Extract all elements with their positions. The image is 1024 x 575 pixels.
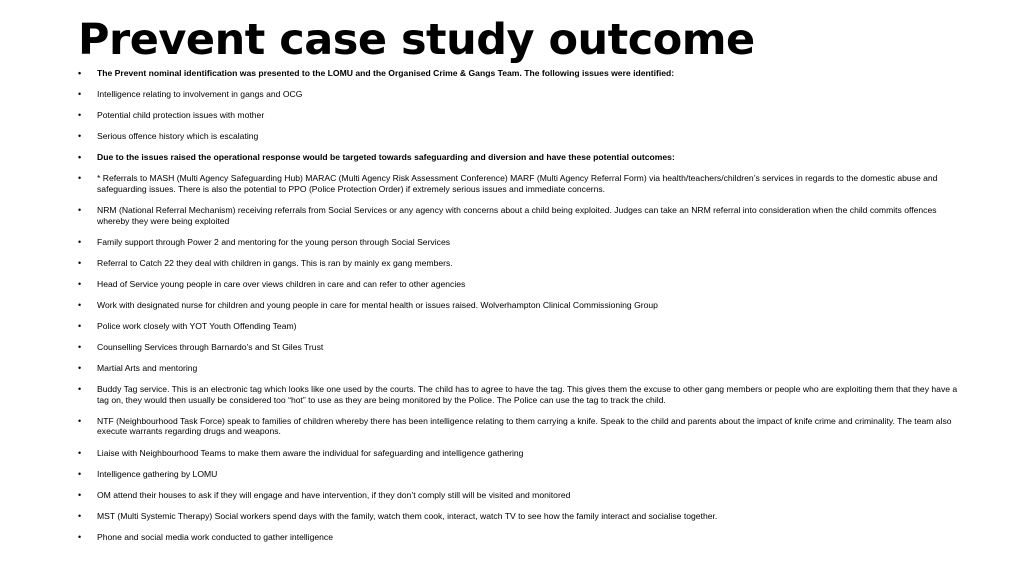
bullet-item: • Intelligence gathering by LOMU bbox=[78, 469, 958, 480]
bullet-item: • NTF (Neighbourhood Task Force) speak to families of children whereby there has been intelligence relating to them carrying a knife. Speak to the child and parents about the impact of knife crime and criminality. The team also execute warrants regarding drugs and weapons. bbox=[78, 416, 958, 437]
bullet-item: • Martial Arts and mentoring bbox=[78, 363, 958, 374]
bullet-item: • MST (Multi Systemic Therapy) Social workers spend days with the family, watch them cook, interact, watch TV to see how the family interact and socialise together. bbox=[78, 511, 958, 522]
bullet-item: • Buddy Tag service. This is an electronic tag which looks like one used by the courts. The child has to agree to have the tag. This gives them the excuse to other gang members or people who are exploiting them that they have a tag on, they would then usually be considered too “hot” to use as they are being monitored by the Police. The Police can use the tag to track the child. bbox=[78, 384, 958, 405]
bullet-item: • Intelligence relating to involvement in gangs and OCG bbox=[78, 89, 958, 100]
bullet-list bbox=[78, 68, 958, 553]
bullet-item: • Counselling Services through Barnardo’s and St Giles Trust bbox=[78, 342, 958, 353]
bullet-item: • Family support through Power 2 and mentoring for the young person through Social Services bbox=[78, 237, 958, 248]
bullet-item: • The Prevent nominal identification was presented to the LOMU and the Organised Crime & Gangs Team. The following issues were identified: bbox=[78, 68, 958, 79]
bullet-item: • Liaise with Neighbourhood Teams to make them aware the individual for safeguarding and intelligence gathering bbox=[78, 448, 958, 459]
bullet-item: • Potential child protection issues with mother bbox=[78, 110, 958, 121]
bullet-item: • * Referrals to MASH (Multi Agency Safeguarding Hub) MARAC (Multi Agency Risk Assessment Conference) MARF (Multi Agency Referral Form) via health/teachers/children’s services in regards to the domestic abuse and safeguarding issues. There is also the potential to PPO (Police Protection Order) if extremely serious issues and immediate concerns. bbox=[78, 173, 958, 194]
bullet-item: • OM attend their houses to ask if they will engage and have intervention, if they don’t comply still will be visited and monitored bbox=[78, 490, 958, 501]
bullet-item: • Serious offence history which is escalating bbox=[78, 131, 958, 142]
bullet-item: • Referral to Catch 22 they deal with children in gangs. This is ran by mainly ex gang members. bbox=[78, 258, 958, 269]
bullet-item: • NRM (National Referral Mechanism) receiving referrals from Social Services or any agency with concerns about a child being exploited. Judges can take an NRM referral into consideration when the child commits offences whereby they were being exploited bbox=[78, 205, 958, 226]
slide-title: Prevent case study outcome bbox=[78, 15, 755, 65]
bullet-item: • Phone and social media work conducted to gather intelligence bbox=[78, 532, 958, 543]
bullet-item: • Work with designated nurse for children and young people in care for mental health or issues raised. Wolverhampton Clinical Commissioning Group bbox=[78, 300, 958, 311]
bullet-item: • Head of Service young people in care over views children in care and can refer to other agencies bbox=[78, 279, 958, 290]
bullet-item: • Due to the issues raised the operational response would be targeted towards safeguarding and diversion and have these potential outcomes: bbox=[78, 152, 958, 163]
bullet-item: • Police work closely with YOT Youth Offending Team) bbox=[78, 321, 958, 332]
